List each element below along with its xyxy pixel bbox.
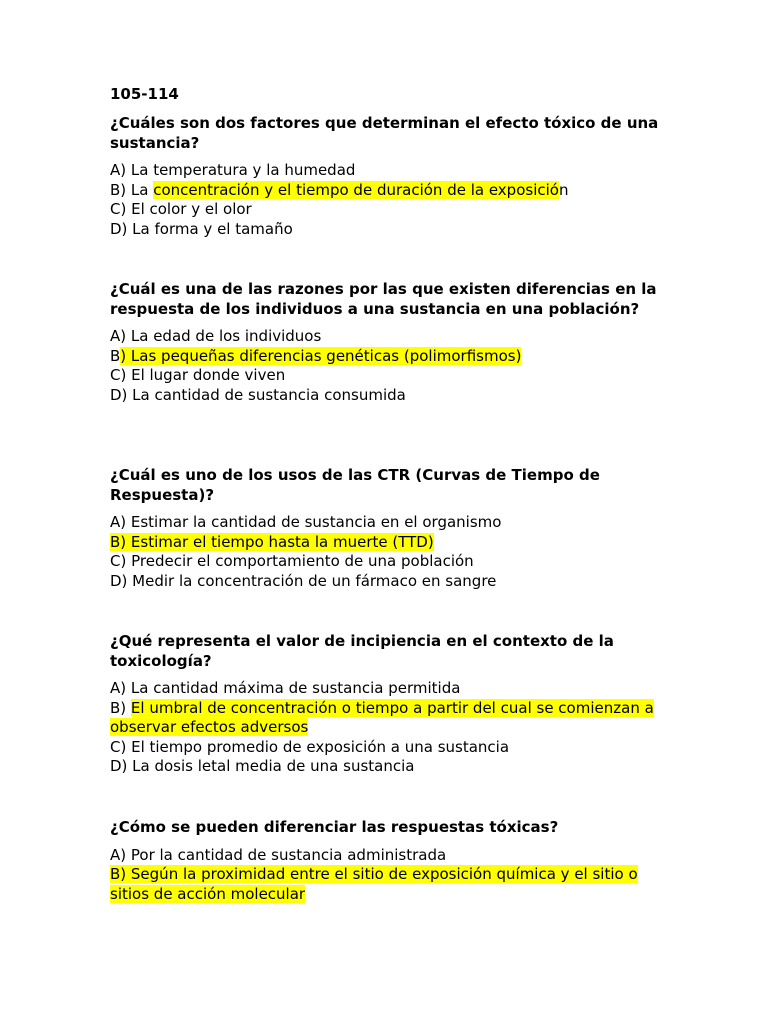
- option-a: A) La cantidad máxima de sustancia permitida: [110, 679, 461, 697]
- highlighted-answer: B) Según la proximidad entre el sitio de exposición química y el sitio o sitios de acción molecular: [110, 865, 638, 903]
- option-b: B) Las pequeñas diferencias genéticas (polimorfismos): [110, 346, 522, 365]
- option-b: [110, 865, 670, 904]
- question-5: [110, 818, 670, 904]
- option-a: A) La edad de los individuos: [110, 327, 322, 345]
- option-d: D) La forma y el tamaño: [110, 219, 293, 238]
- page-header: 105-114: [110, 85, 179, 103]
- question-text: ¿Qué representa el valor de incipiencia en el contexto de la toxicología?: [110, 632, 614, 670]
- option-d: D) La cantidad de sustancia consumida: [110, 385, 406, 404]
- highlighted-answer: El umbral de concentración o tiempo a partir del cual se comienzan a observar efectos adversos: [110, 698, 654, 736]
- option-c: C) Predecir el comportamiento de una población: [110, 552, 474, 570]
- highlighted-answer: B) Estimar el tiempo hasta la muerte (TTD): [110, 532, 434, 551]
- option-c: C) El tiempo promedio de exposición a una sustancia: [110, 737, 510, 756]
- option-d: D) Medir la concentración de un fármaco en sangre: [110, 571, 497, 590]
- question-text: ¿Cuáles son dos factores que determinan el efecto tóxico de una sustancia?: [110, 114, 659, 152]
- option-b: [110, 533, 670, 553]
- option-a: A) Por la cantidad de sustancia administrada: [110, 845, 447, 864]
- option-b: B) La concentración y el tiempo de duración de la exposición: [110, 180, 569, 199]
- question-text: ¿Cómo se pueden diferenciar las respuestas tóxicas?: [110, 818, 559, 836]
- question-text: ¿Cuál es una de las razones por las que existen diferencias en la respuesta de los individuos a una sustancia en una población?: [110, 280, 657, 318]
- question-3: [110, 466, 670, 591]
- option-d: D) La dosis letal media de una sustancia: [110, 757, 415, 775]
- question-4: [110, 632, 670, 777]
- option-a: A) La temperatura y la humedad: [110, 161, 356, 179]
- question-text: ¿Cuál es uno de los usos de las CTR (Curvas de Tiempo de Respuesta)?: [110, 466, 600, 504]
- question-1: [110, 114, 670, 239]
- highlighted-answer: ) Las pequeñas diferencias genéticas (polimorfismos): [120, 346, 522, 365]
- option-c: C) El color y el olor: [110, 200, 252, 218]
- option-c: C) El lugar donde viven: [110, 366, 286, 384]
- question-2: [110, 280, 670, 405]
- option-b: B) El umbral de concentración o tiempo a partir del cual se comienzan a observar efectos adversos: [110, 698, 654, 736]
- option-a: A) Estimar la cantidad de sustancia en el organismo: [110, 513, 502, 531]
- highlighted-answer: concentración y el tiempo de duración de la exposició: [153, 180, 559, 199]
